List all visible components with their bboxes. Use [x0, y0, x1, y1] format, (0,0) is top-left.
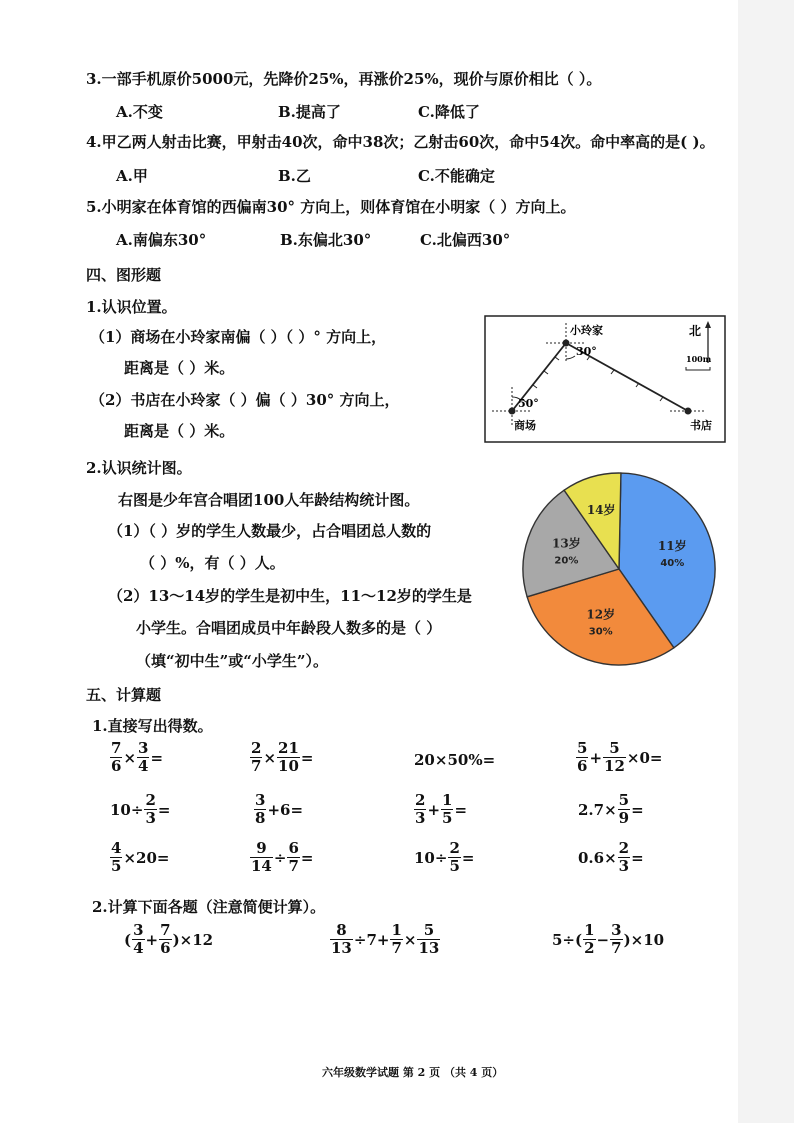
s5-q1-title: 1.直接写出得数。: [92, 717, 213, 735]
direct-expr-6: $\frac{3}{8}$ +6=: [255, 791, 304, 827]
q5-option-a: A.南偏东30°: [116, 231, 207, 249]
scale-label: 100m: [686, 354, 712, 364]
direct-expr-5: 10÷ $\frac{2}{3}$ =: [110, 791, 171, 827]
question-4: 4.甲乙两人射击比赛，甲射击40次，命中38次；乙射击60次，命中54次。命中率高的是( )。: [86, 133, 715, 151]
s4-q1-p2-line1: （2）书店在小玲家（ ）偏（ ）30° 方向上，: [90, 391, 400, 409]
q3-option-c: C.降低了: [418, 103, 480, 121]
pie-percent-2: 30%: [588, 626, 613, 638]
direct-expr-10: $\frac{9}{14}$ ÷ $\frac{6}{7}$ =: [251, 839, 314, 875]
store-label: 书店: [690, 419, 712, 432]
direct-expr-9: $\frac{4}{5}$ ×20=: [111, 839, 170, 875]
position-map: [484, 315, 726, 443]
q3-option-a: A.不变: [116, 103, 163, 121]
calc-expr-1: ( $\frac{3}{4}$ + $\frac{7}{6}$ )×12: [124, 921, 214, 957]
q5-option-c: C.北偏西30°: [420, 231, 511, 249]
mall-label: 商场: [514, 419, 536, 432]
s4-q2-p2-line2: 小学生。合唱团成员中年龄段人数多的是（ ）: [136, 619, 442, 637]
pie-label-1: 11岁: [657, 538, 687, 553]
q3-option-b: B.提高了: [278, 103, 341, 121]
pie-percent-1: 40%: [660, 557, 685, 569]
direct-expr-1: $\frac{7}{6}$ × $\frac{3}{4}$ =: [111, 739, 164, 775]
s4-q1-p1-line2: 距离是（ ）米。: [124, 359, 235, 377]
north-label: 北: [689, 324, 702, 338]
pie-label-3: 13岁: [552, 536, 581, 551]
s4-q2-intro: 右图是少年宫合唱团100人年龄结构统计图。: [118, 491, 420, 509]
pie-label-2: 12岁: [586, 607, 616, 622]
direct-expr-12: 0.6× $\frac{2}{3}$ =: [578, 839, 644, 875]
pie-label-4: 14岁: [586, 503, 616, 518]
direct-expr-8: 2.7× $\frac{5}{9}$ =: [578, 791, 644, 827]
calc-expr-2: $\frac{8}{13}$ ÷7+ $\frac{1}{7}$ × $\frac{5}{13}$: [331, 921, 440, 957]
home-angle-label: 30°: [576, 345, 597, 358]
age-pie-chart: [516, 466, 722, 672]
direct-expr-2: $\frac{2}{7}$ × $\frac{21}{10}$ =: [251, 739, 314, 775]
s4-q2-p1-line2: （ ）%，有（ ）人。: [140, 554, 285, 572]
s5-q2-title: 2.计算下面各题（注意简便计算）。: [92, 898, 326, 916]
q4-option-c: C.不能确定: [418, 167, 495, 185]
store-point: [685, 408, 692, 415]
s4-q1-p1-line1: （1）商场在小玲家南偏（ ）（ ）° 方向上，: [90, 328, 387, 346]
s4-q2-p1-line1: （1）（ ）岁的学生人数最少，占合唱团总人数的: [108, 522, 432, 540]
section-5-title: 五、计算题: [86, 686, 162, 704]
s4-q2-title: 2.认识统计图。: [86, 459, 192, 477]
q5-option-b: B.东偏北30°: [280, 231, 372, 249]
home-label: 小玲家: [570, 324, 603, 337]
home-point: [563, 340, 570, 347]
direct-expr-4: $\frac{5}{6}$ + $\frac{5}{12}$ ×0=: [577, 739, 663, 775]
s4-q1-title: 1.认识位置。: [86, 298, 177, 316]
section-4-title: 四、图形题: [86, 266, 162, 284]
s4-q1-p2-line2: 距离是（ ）米。: [124, 422, 235, 440]
mall-point: [509, 408, 516, 415]
direct-expr-7: $\frac{2}{3}$ + $\frac{1}{5}$ =: [415, 791, 468, 827]
question-5: 5.小明家在体育馆的西偏南30° 方向上，则体育馆在小明家（ ）方向上。: [86, 198, 576, 216]
mall-angle-label: 50°: [518, 397, 539, 410]
page-edge: [738, 0, 794, 1123]
page-footer: 六年级数学试题 第 2 页 （共 4 页）: [322, 1066, 504, 1079]
direct-expr-11: 10÷ $\frac{2}{5}$ =: [414, 839, 475, 875]
s4-q2-p2-line1: （2）13～14岁的学生是初中生，11～12岁的学生是: [108, 587, 472, 605]
s4-q2-p2-line3: （填“初中生”或“小学生”）。: [136, 652, 329, 670]
q4-option-b: B.乙: [278, 167, 311, 185]
calc-expr-3: 5÷( $\frac{1}{2}$ − $\frac{3}{7}$ )×10: [552, 921, 665, 957]
q4-option-a: A.甲: [116, 167, 148, 185]
direct-expr-3: 20×50%=: [414, 751, 496, 769]
question-3: 3.一部手机原价5000元，先降价25%，再涨价25%，现价与原价相比（ ）。: [86, 70, 602, 88]
pie-percent-3: 20%: [554, 555, 579, 567]
